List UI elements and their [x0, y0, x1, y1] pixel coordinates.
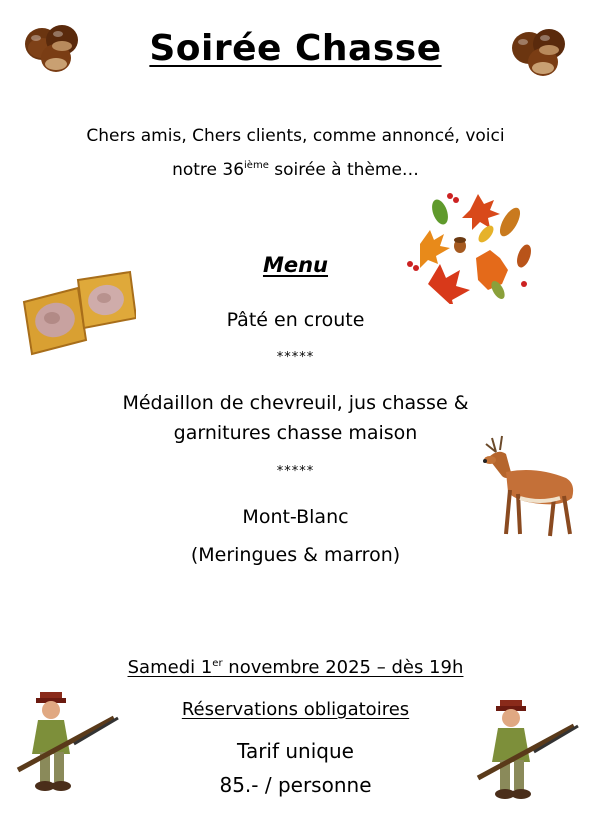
intro-line-2: notre 36ième soirée à thème… [172, 160, 419, 180]
hunter-icon [474, 694, 582, 806]
intro-text [0, 121, 591, 185]
autumn-leaves-icon [398, 186, 536, 304]
reservation-notice: Réservations obligatoires [181, 699, 410, 720]
price: 85.- / personne [219, 773, 372, 797]
tariff-label: Tarif unique [237, 739, 354, 763]
menu-main-line-1: Médaillon de chevreuil, jus chasse & [122, 392, 469, 414]
menu-dessert: Mont-Blanc [242, 506, 349, 528]
intro-line-1: Chers amis, Chers clients, comme annoncé, voici [86, 126, 505, 146]
menu-main-line-2: garnitures chasse maison [173, 422, 418, 444]
deer-icon [480, 428, 582, 544]
menu-separator: ***** [276, 464, 315, 479]
page-title: Soirée Chasse [149, 28, 442, 69]
chestnuts-icon [507, 22, 571, 78]
event-date: Samedi 1er novembre 2025 – dès 19h [127, 657, 464, 678]
chestnuts-icon [20, 18, 84, 74]
hunter-icon [14, 686, 122, 798]
menu-starter: Pâté en croute [226, 309, 365, 331]
menu-separator: ***** [276, 350, 315, 365]
menu-heading: Menu [262, 253, 329, 277]
menu-dessert-detail: (Meringues & marron) [190, 544, 401, 566]
